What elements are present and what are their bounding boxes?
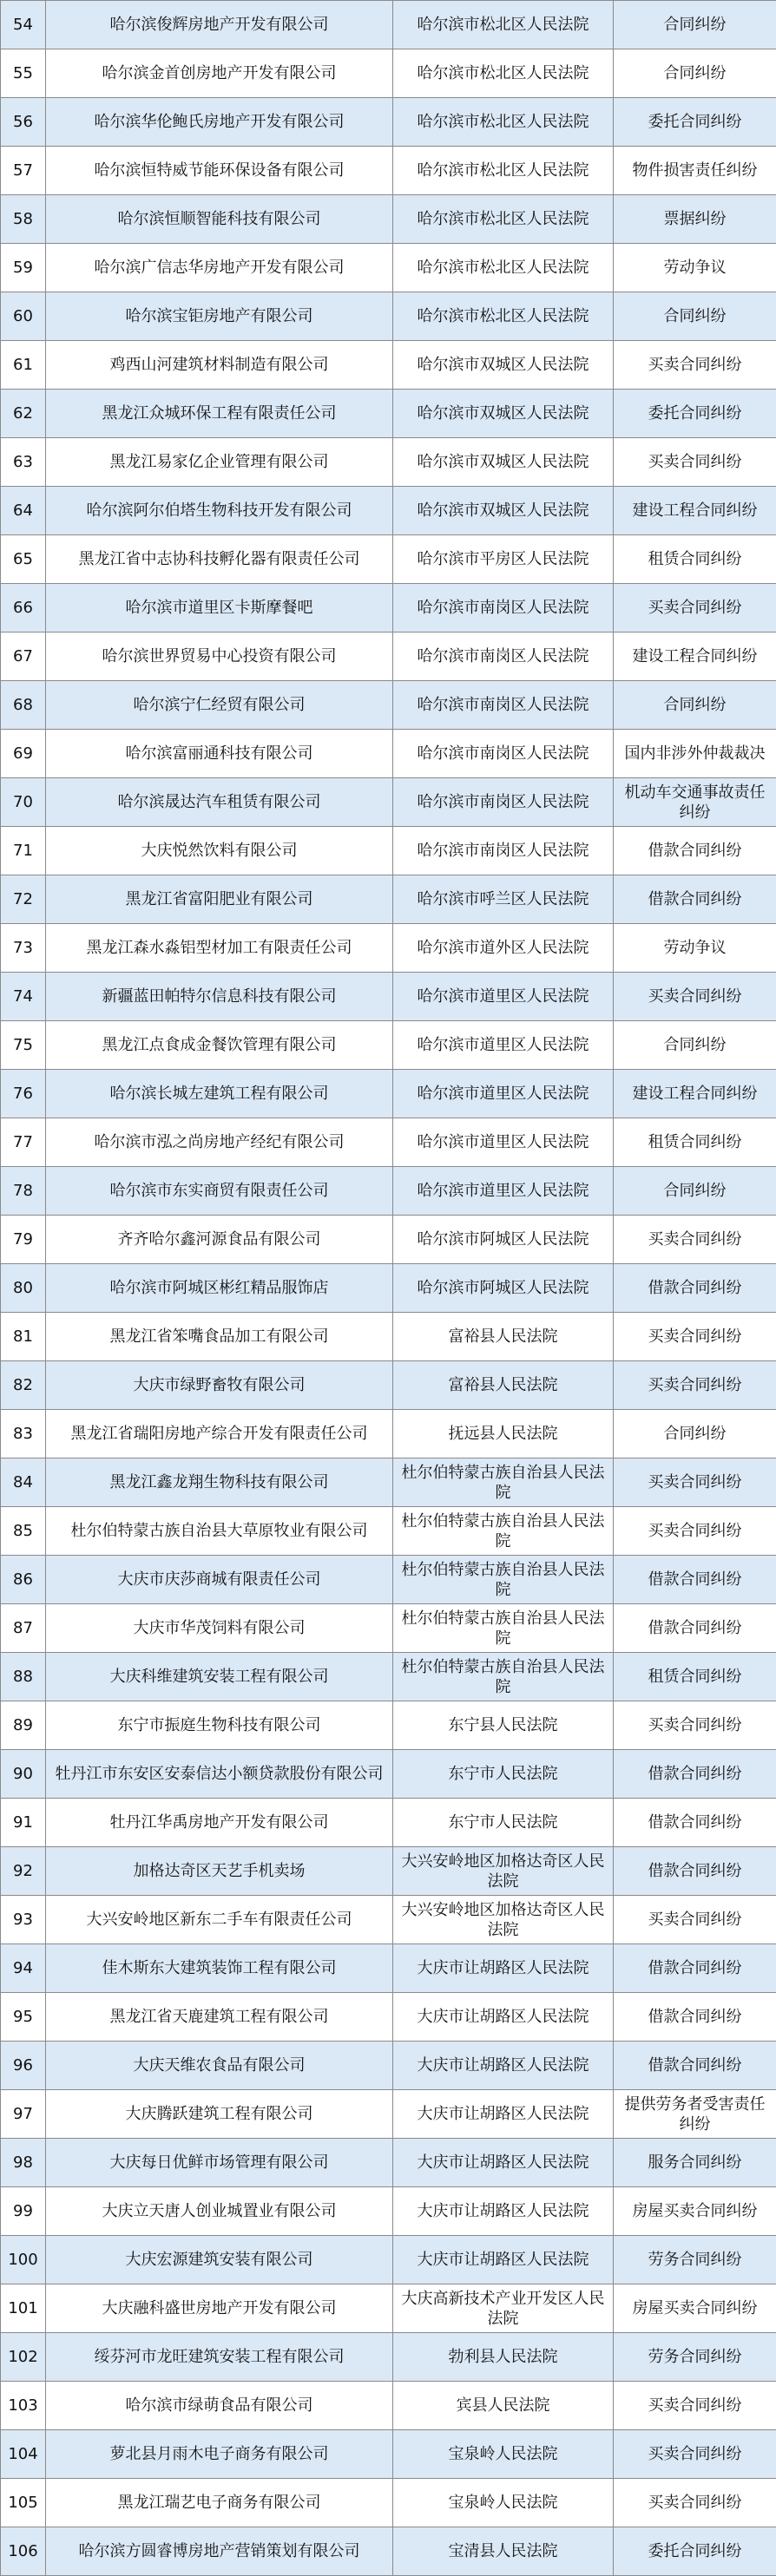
court-name-cell: 哈尔滨市松北区人民法院 (393, 1, 614, 49)
case-cause-cell: 房屋买卖合同纠纷 (614, 2284, 776, 2333)
party-name-cell: 大庆市华茂饲料有限公司 (46, 1604, 393, 1653)
table-row (1, 438, 776, 487)
court-name-cell: 大庆市让胡路区人民法院 (393, 2042, 614, 2090)
court-name-cell: 大庆市让胡路区人民法院 (393, 2236, 614, 2284)
party-name-cell: 杜尔伯特蒙古族自治县大草原牧业有限公司 (46, 1507, 393, 1556)
table-row (1, 1799, 776, 1847)
case-number-cell: 65 (1, 535, 46, 584)
party-name-cell: 哈尔滨方圆睿博房地产营销策划有限公司 (46, 2527, 393, 2576)
court-name-cell: 哈尔滨市松北区人民法院 (393, 292, 614, 341)
case-cause-cell: 委托合同纠纷 (614, 390, 776, 438)
case-cause-cell: 买卖合同纠纷 (614, 341, 776, 390)
court-name-cell: 哈尔滨市双城区人民法院 (393, 487, 614, 535)
case-number-cell: 66 (1, 584, 46, 633)
case-cause-cell: 借款合同纠纷 (614, 1944, 776, 1993)
party-name-cell: 黑龙江瑞艺电子商务有限公司 (46, 2479, 393, 2527)
case-number-cell: 61 (1, 341, 46, 390)
party-name-cell: 哈尔滨恒特威节能环保设备有限公司 (46, 147, 393, 195)
table-row (1, 2042, 776, 2090)
case-cause-cell: 买卖合同纠纷 (614, 1701, 776, 1750)
table-row (1, 390, 776, 438)
case-cause-cell: 借款合同纠纷 (614, 1993, 776, 2042)
party-name-cell: 黑龙江鑫龙翔生物科技有限公司 (46, 1458, 393, 1507)
party-name-cell: 绥芬河市龙旺建筑安装工程有限公司 (46, 2333, 393, 2382)
case-number-cell: 104 (1, 2430, 46, 2479)
case-cause-cell: 合同纠纷 (614, 1167, 776, 1216)
case-number-cell: 103 (1, 2382, 46, 2430)
case-cause-cell: 合同纠纷 (614, 1410, 776, 1458)
case-number-cell: 73 (1, 924, 46, 973)
table-row (1, 681, 776, 730)
case-number-cell: 56 (1, 98, 46, 147)
case-number-cell: 93 (1, 1896, 46, 1944)
court-name-cell: 哈尔滨市阿城区人民法院 (393, 1264, 614, 1313)
table-row (1, 2090, 776, 2139)
case-number-cell: 54 (1, 1, 46, 49)
case-cause-cell: 买卖合同纠纷 (614, 2430, 776, 2479)
court-name-cell: 大庆市让胡路区人民法院 (393, 2090, 614, 2139)
party-name-cell: 大庆每日优鲜市场管理有限公司 (46, 2139, 393, 2187)
table-row (1, 1118, 776, 1167)
table-row (1, 341, 776, 390)
court-name-cell: 哈尔滨市南岗区人民法院 (393, 681, 614, 730)
party-name-cell: 黑龙江易家亿企业管理有限公司 (46, 438, 393, 487)
case-number-cell: 59 (1, 244, 46, 292)
party-name-cell: 大庆市庆莎商城有限责任公司 (46, 1556, 393, 1604)
court-name-cell: 大庆市让胡路区人民法院 (393, 2187, 614, 2236)
table-row (1, 244, 776, 292)
table-row (1, 2187, 776, 2236)
court-name-cell: 大庆市让胡路区人民法院 (393, 1993, 614, 2042)
case-number-cell: 91 (1, 1799, 46, 1847)
case-cause-cell: 合同纠纷 (614, 292, 776, 341)
table-row (1, 487, 776, 535)
court-name-cell: 大庆市让胡路区人民法院 (393, 1944, 614, 1993)
case-number-cell: 101 (1, 2284, 46, 2333)
party-name-cell: 哈尔滨市绿萌食品有限公司 (46, 2382, 393, 2430)
party-name-cell: 黑龙江众城环保工程有限责任公司 (46, 390, 393, 438)
party-name-cell: 东宁市振庭生物科技有限公司 (46, 1701, 393, 1750)
case-number-cell: 57 (1, 147, 46, 195)
party-name-cell: 黑龙江森水淼铝型材加工有限责任公司 (46, 924, 393, 973)
table-row (1, 1750, 776, 1799)
case-cause-cell: 租赁合同纠纷 (614, 1653, 776, 1701)
table-row (1, 1993, 776, 2042)
court-name-cell: 哈尔滨市松北区人民法院 (393, 98, 614, 147)
case-cause-cell: 买卖合同纠纷 (614, 584, 776, 633)
case-cause-cell: 房屋买卖合同纠纷 (614, 2187, 776, 2236)
party-name-cell: 哈尔滨市阿城区彬红精品服饰店 (46, 1264, 393, 1313)
case-cause-cell: 劳动争议 (614, 924, 776, 973)
court-name-cell: 哈尔滨市南岗区人民法院 (393, 633, 614, 681)
party-name-cell: 大庆科维建筑安装工程有限公司 (46, 1653, 393, 1701)
court-name-cell: 大庆高新技术产业开发区人民法院 (393, 2284, 614, 2333)
case-number-cell: 67 (1, 633, 46, 681)
case-cause-cell: 借款合同纠纷 (614, 1750, 776, 1799)
case-number-cell: 86 (1, 1556, 46, 1604)
court-name-cell: 哈尔滨市道里区人民法院 (393, 1070, 614, 1118)
table-row (1, 2382, 776, 2430)
party-name-cell: 大兴安岭地区新东二手车有限责任公司 (46, 1896, 393, 1944)
case-number-cell: 81 (1, 1313, 46, 1361)
table-row (1, 2527, 776, 2576)
case-cause-cell: 劳务合同纠纷 (614, 2236, 776, 2284)
table-row (1, 1216, 776, 1264)
case-number-cell: 82 (1, 1361, 46, 1410)
case-cause-cell: 买卖合同纠纷 (614, 1361, 776, 1410)
case-cause-cell: 机动车交通事故责任纠纷 (614, 778, 776, 827)
case-number-cell: 80 (1, 1264, 46, 1313)
table-row (1, 1, 776, 49)
case-cause-cell: 买卖合同纠纷 (614, 1216, 776, 1264)
table-row (1, 1944, 776, 1993)
table-row (1, 778, 776, 827)
case-cause-cell: 借款合同纠纷 (614, 1799, 776, 1847)
case-cause-cell: 委托合同纠纷 (614, 2527, 776, 2576)
table-row (1, 292, 776, 341)
court-name-cell: 哈尔滨市道里区人民法院 (393, 1118, 614, 1167)
case-number-cell: 75 (1, 1021, 46, 1070)
case-number-cell: 68 (1, 681, 46, 730)
case-cause-cell: 借款合同纠纷 (614, 1847, 776, 1896)
case-number-cell: 72 (1, 875, 46, 924)
party-name-cell: 大庆市绿野畜牧有限公司 (46, 1361, 393, 1410)
case-number-cell: 76 (1, 1070, 46, 1118)
case-number-cell: 55 (1, 49, 46, 98)
court-name-cell: 哈尔滨市南岗区人民法院 (393, 584, 614, 633)
party-name-cell: 哈尔滨阿尔伯塔生物科技开发有限公司 (46, 487, 393, 535)
party-name-cell: 哈尔滨恒顺智能科技有限公司 (46, 195, 393, 244)
court-name-cell: 杜尔伯特蒙古族自治县人民法院 (393, 1458, 614, 1507)
table-row (1, 2284, 776, 2333)
case-number-cell: 95 (1, 1993, 46, 2042)
table-row (1, 1896, 776, 1944)
court-name-cell: 哈尔滨市双城区人民法院 (393, 438, 614, 487)
party-name-cell: 黑龙江点食成金餐饮管理有限公司 (46, 1021, 393, 1070)
table-row (1, 1264, 776, 1313)
case-number-cell: 71 (1, 827, 46, 875)
case-number-cell: 84 (1, 1458, 46, 1507)
party-name-cell: 哈尔滨富丽通科技有限公司 (46, 730, 393, 778)
case-cause-cell: 国内非涉外仲裁裁决 (614, 730, 776, 778)
table-row (1, 1410, 776, 1458)
court-name-cell: 哈尔滨市南岗区人民法院 (393, 827, 614, 875)
party-name-cell: 大庆融科盛世房地产开发有限公司 (46, 2284, 393, 2333)
table-row (1, 973, 776, 1021)
case-cause-cell: 物件损害责任纠纷 (614, 147, 776, 195)
court-name-cell: 哈尔滨市道里区人民法院 (393, 973, 614, 1021)
case-cause-cell: 买卖合同纠纷 (614, 2479, 776, 2527)
party-name-cell: 哈尔滨俊辉房地产开发有限公司 (46, 1, 393, 49)
table-row (1, 1070, 776, 1118)
table-row (1, 195, 776, 244)
court-name-cell: 杜尔伯特蒙古族自治县人民法院 (393, 1604, 614, 1653)
court-name-cell: 哈尔滨市松北区人民法院 (393, 49, 614, 98)
party-name-cell: 大庆腾跃建筑工程有限公司 (46, 2090, 393, 2139)
court-name-cell: 勃利县人民法院 (393, 2333, 614, 2382)
case-cause-cell: 服务合同纠纷 (614, 2139, 776, 2187)
court-name-cell: 宝泉岭人民法院 (393, 2479, 614, 2527)
case-number-cell: 69 (1, 730, 46, 778)
case-cause-cell: 建设工程合同纠纷 (614, 1070, 776, 1118)
court-name-cell: 哈尔滨市道里区人民法院 (393, 1021, 614, 1070)
table-row (1, 1847, 776, 1896)
party-name-cell: 哈尔滨市东实商贸有限责任公司 (46, 1167, 393, 1216)
court-name-cell: 哈尔滨市松北区人民法院 (393, 244, 614, 292)
table-row (1, 827, 776, 875)
case-cause-cell: 合同纠纷 (614, 681, 776, 730)
party-name-cell: 大庆天维农食品有限公司 (46, 2042, 393, 2090)
court-name-cell: 哈尔滨市双城区人民法院 (393, 341, 614, 390)
party-name-cell: 新疆蓝田帕特尔信息科技有限公司 (46, 973, 393, 1021)
case-cause-cell: 借款合同纠纷 (614, 1264, 776, 1313)
case-cause-cell: 借款合同纠纷 (614, 2042, 776, 2090)
case-number-cell: 64 (1, 487, 46, 535)
court-name-cell: 哈尔滨市平房区人民法院 (393, 535, 614, 584)
court-name-cell: 哈尔滨市道里区人民法院 (393, 1167, 614, 1216)
party-name-cell: 鸡西山河建筑材料制造有限公司 (46, 341, 393, 390)
court-name-cell: 杜尔伯特蒙古族自治县人民法院 (393, 1507, 614, 1556)
table-row (1, 1701, 776, 1750)
case-number-cell: 63 (1, 438, 46, 487)
court-name-cell: 宝清县人民法院 (393, 2527, 614, 2576)
party-name-cell: 哈尔滨广信志华房地产开发有限公司 (46, 244, 393, 292)
court-name-cell: 哈尔滨市松北区人民法院 (393, 147, 614, 195)
case-cause-cell: 建设工程合同纠纷 (614, 487, 776, 535)
table-row (1, 2479, 776, 2527)
court-name-cell: 大庆市让胡路区人民法院 (393, 2139, 614, 2187)
party-name-cell: 加格达奇区天艺手机卖场 (46, 1847, 393, 1896)
table-row (1, 1021, 776, 1070)
case-cause-cell: 买卖合同纠纷 (614, 1896, 776, 1944)
party-name-cell: 哈尔滨宝钜房地产有限公司 (46, 292, 393, 341)
party-name-cell: 萝北县月雨木电子商务有限公司 (46, 2430, 393, 2479)
court-name-cell: 哈尔滨市南岗区人民法院 (393, 730, 614, 778)
case-cause-cell: 买卖合同纠纷 (614, 973, 776, 1021)
case-cause-cell: 买卖合同纠纷 (614, 2382, 776, 2430)
case-number-cell: 96 (1, 2042, 46, 2090)
table-row (1, 924, 776, 973)
case-cause-cell: 提供劳务者受害责任纠纷 (614, 2090, 776, 2139)
party-name-cell: 哈尔滨华伦鲍氏房地产开发有限公司 (46, 98, 393, 147)
case-cause-cell: 买卖合同纠纷 (614, 1507, 776, 1556)
court-name-cell: 哈尔滨市双城区人民法院 (393, 390, 614, 438)
case-cause-cell: 借款合同纠纷 (614, 1604, 776, 1653)
case-cause-cell: 合同纠纷 (614, 1021, 776, 1070)
table-row (1, 1507, 776, 1556)
table-row (1, 1458, 776, 1507)
table-row (1, 730, 776, 778)
case-cause-cell: 租赁合同纠纷 (614, 535, 776, 584)
case-number-cell: 94 (1, 1944, 46, 1993)
case-cause-cell: 借款合同纠纷 (614, 875, 776, 924)
party-name-cell: 黑龙江省天鹿建筑工程有限公司 (46, 1993, 393, 2042)
case-cause-cell: 买卖合同纠纷 (614, 438, 776, 487)
case-number-cell: 106 (1, 2527, 46, 2576)
court-name-cell: 富裕县人民法院 (393, 1313, 614, 1361)
table-row (1, 535, 776, 584)
table-row (1, 147, 776, 195)
court-name-cell: 宝泉岭人民法院 (393, 2430, 614, 2479)
table-row (1, 98, 776, 147)
case-cause-cell: 劳务合同纠纷 (614, 2333, 776, 2382)
table-row (1, 1361, 776, 1410)
case-table-body (1, 1, 776, 2576)
case-number-cell: 83 (1, 1410, 46, 1458)
case-cause-cell: 合同纠纷 (614, 1, 776, 49)
case-number-cell: 92 (1, 1847, 46, 1896)
table-row (1, 2333, 776, 2382)
table-row (1, 49, 776, 98)
court-name-cell: 东宁县人民法院 (393, 1701, 614, 1750)
case-number-cell: 88 (1, 1653, 46, 1701)
case-cause-cell: 买卖合同纠纷 (614, 1458, 776, 1507)
party-name-cell: 黑龙江省笨嘴食品加工有限公司 (46, 1313, 393, 1361)
case-cause-cell: 合同纠纷 (614, 49, 776, 98)
party-name-cell: 哈尔滨市道里区卡斯摩餐吧 (46, 584, 393, 633)
party-name-cell: 黑龙江省富阳肥业有限公司 (46, 875, 393, 924)
case-number-cell: 90 (1, 1750, 46, 1799)
court-name-cell: 大兴安岭地区加格达奇区人民法院 (393, 1896, 614, 1944)
table-row (1, 1653, 776, 1701)
court-name-cell: 杜尔伯特蒙古族自治县人民法院 (393, 1556, 614, 1604)
case-number-cell: 98 (1, 2139, 46, 2187)
case-number-cell: 74 (1, 973, 46, 1021)
party-name-cell: 哈尔滨金首创房地产开发有限公司 (46, 49, 393, 98)
table-row (1, 1313, 776, 1361)
case-cause-cell: 借款合同纠纷 (614, 827, 776, 875)
case-number-cell: 78 (1, 1167, 46, 1216)
party-name-cell: 哈尔滨长城左建筑工程有限公司 (46, 1070, 393, 1118)
party-name-cell: 哈尔滨宁仁经贸有限公司 (46, 681, 393, 730)
case-number-cell: 62 (1, 390, 46, 438)
court-name-cell: 哈尔滨市阿城区人民法院 (393, 1216, 614, 1264)
case-number-cell: 105 (1, 2479, 46, 2527)
case-number-cell: 85 (1, 1507, 46, 1556)
court-name-cell: 东宁市人民法院 (393, 1799, 614, 1847)
table-row (1, 2139, 776, 2187)
party-name-cell: 佳木斯东大建筑装饰工程有限公司 (46, 1944, 393, 1993)
table-row (1, 584, 776, 633)
table-row (1, 1556, 776, 1604)
table-row (1, 1167, 776, 1216)
case-number-cell: 100 (1, 2236, 46, 2284)
case-number-cell: 58 (1, 195, 46, 244)
case-cause-cell: 委托合同纠纷 (614, 98, 776, 147)
party-name-cell: 黑龙江省中志协科技孵化器有限责任公司 (46, 535, 393, 584)
court-name-cell: 大兴安岭地区加格达奇区人民法院 (393, 1847, 614, 1896)
court-name-cell: 东宁市人民法院 (393, 1750, 614, 1799)
case-number-cell: 79 (1, 1216, 46, 1264)
case-number-cell: 99 (1, 2187, 46, 2236)
case-number-cell: 77 (1, 1118, 46, 1167)
court-name-cell: 哈尔滨市松北区人民法院 (393, 195, 614, 244)
party-name-cell: 哈尔滨晟达汽车租赁有限公司 (46, 778, 393, 827)
case-number-cell: 87 (1, 1604, 46, 1653)
table-row (1, 633, 776, 681)
party-name-cell: 哈尔滨市泓之尚房地产经纪有限公司 (46, 1118, 393, 1167)
table-row (1, 875, 776, 924)
party-name-cell: 黑龙江省瑞阳房地产综合开发有限责任公司 (46, 1410, 393, 1458)
court-name-cell: 哈尔滨市道外区人民法院 (393, 924, 614, 973)
party-name-cell: 大庆宏源建筑安装有限公司 (46, 2236, 393, 2284)
case-cause-cell: 租赁合同纠纷 (614, 1118, 776, 1167)
table-row (1, 2236, 776, 2284)
case-number-cell: 89 (1, 1701, 46, 1750)
table-row (1, 1604, 776, 1653)
party-name-cell: 牡丹江市东安区安泰信达小额贷款股份有限公司 (46, 1750, 393, 1799)
court-name-cell: 宾县人民法院 (393, 2382, 614, 2430)
party-name-cell: 大庆立天唐人创业城置业有限公司 (46, 2187, 393, 2236)
case-cause-cell: 借款合同纠纷 (614, 1556, 776, 1604)
case-number-cell: 60 (1, 292, 46, 341)
court-name-cell: 杜尔伯特蒙古族自治县人民法院 (393, 1653, 614, 1701)
party-name-cell: 齐齐哈尔鑫河源食品有限公司 (46, 1216, 393, 1264)
case-number-cell: 70 (1, 778, 46, 827)
court-name-cell: 哈尔滨市呼兰区人民法院 (393, 875, 614, 924)
case-number-cell: 102 (1, 2333, 46, 2382)
case-number-cell: 97 (1, 2090, 46, 2139)
court-name-cell: 哈尔滨市南岗区人民法院 (393, 778, 614, 827)
table-row (1, 2430, 776, 2479)
court-name-cell: 抚远县人民法院 (393, 1410, 614, 1458)
party-name-cell: 大庆悦然饮料有限公司 (46, 827, 393, 875)
case-cause-cell: 建设工程合同纠纷 (614, 633, 776, 681)
case-cause-cell: 劳动争议 (614, 244, 776, 292)
case-cause-cell: 买卖合同纠纷 (614, 1313, 776, 1361)
party-name-cell: 牡丹江华禹房地产开发有限公司 (46, 1799, 393, 1847)
case-cause-cell: 票据纠纷 (614, 195, 776, 244)
party-name-cell: 哈尔滨世界贸易中心投资有限公司 (46, 633, 393, 681)
court-name-cell: 富裕县人民法院 (393, 1361, 614, 1410)
